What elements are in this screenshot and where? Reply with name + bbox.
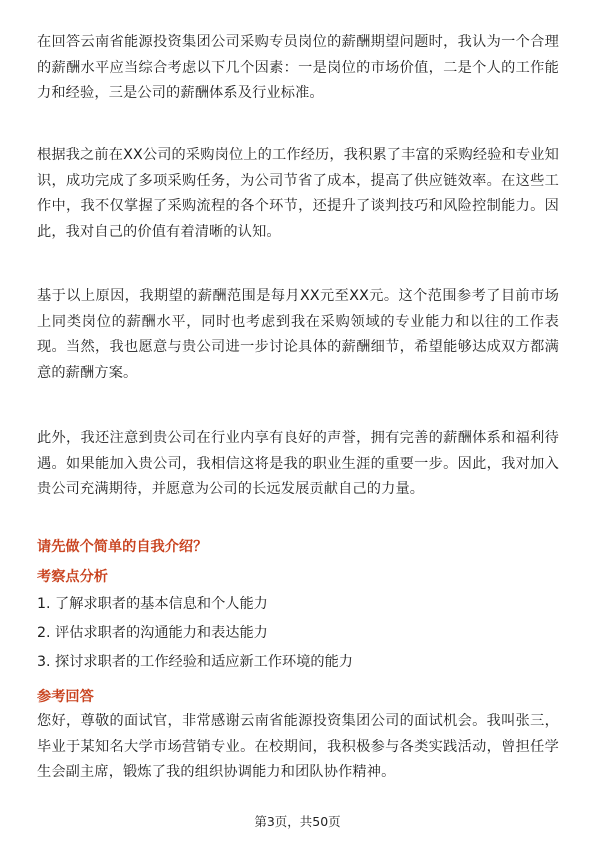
analysis-point-2: 2. 评估求职者的沟通能力和表达能力: [37, 625, 268, 641]
analysis-point-1: 1. 了解求职者的基本信息和个人能力: [37, 596, 268, 612]
body-paragraph-4: 此外，我还注意到贵公司在行业内享有良好的声誉，拥有完善的薪酬体系和福利待遇。如果能加入贵公司，我相信这将是我的职业生涯的重要一步。因此，我对加入贵公司充满期待，并愿意为公司的长远发展贡献自己的力量。: [37, 430, 559, 497]
body-paragraph-2: 根据我之前在XX公司的采购岗位上的工作经历，我积累了丰富的采购经验和专业知识，成功完成了多项采购任务，为公司节省了成本，提高了供应链效率。在这些工作中，我不仅掌握了采购流程的各个环节，还提升了谈判技巧和风险控制能力。因此，我对自己的价值有着清晰的认知。: [37, 147, 559, 240]
body-paragraph-3: 基于以上原因，我期望的薪酬范围是每月XX元至XX元。这个范围参考了目前市场上同类岗位的薪酬水平，同时也考虑到我在采购领域的专业能力和以往的工作表现。当然，我也愿意与贵公司进一步讨论具体的薪酬细节，希望能够达成双方都满意的薪酬方案。: [37, 288, 559, 381]
question-title: 请先做个简单的自我介绍？: [37, 539, 208, 555]
answer-paragraph: 您好，尊敬的面试官，非常感谢云南省能源投资集团公司的面试机会。我叫张三，毕业于某知名大学市场营销专业。在校期间，我积极参与各类实践活动，曾担任学生会副主席，锻炼了我的组织协调能力和团队协作精神。: [37, 713, 559, 780]
analysis-point-3: 3. 探讨求职者的工作经验和适应新工作环境的能力: [37, 654, 353, 670]
analysis-heading: 考察点分析: [37, 569, 108, 585]
body-paragraph-1: 在回答云南省能源投资集团公司采购专员岗位的薪酬期望问题时，我认为一个合理的薪酬水平应当综合考虑以下几个因素：一是岗位的市场价值，二是个人的工作能力和经验，三是公司的薪酬体系及行业标准。: [37, 34, 559, 101]
page-number: 第3页，共50页: [254, 814, 341, 829]
answer-heading: 参考回答: [37, 689, 94, 705]
